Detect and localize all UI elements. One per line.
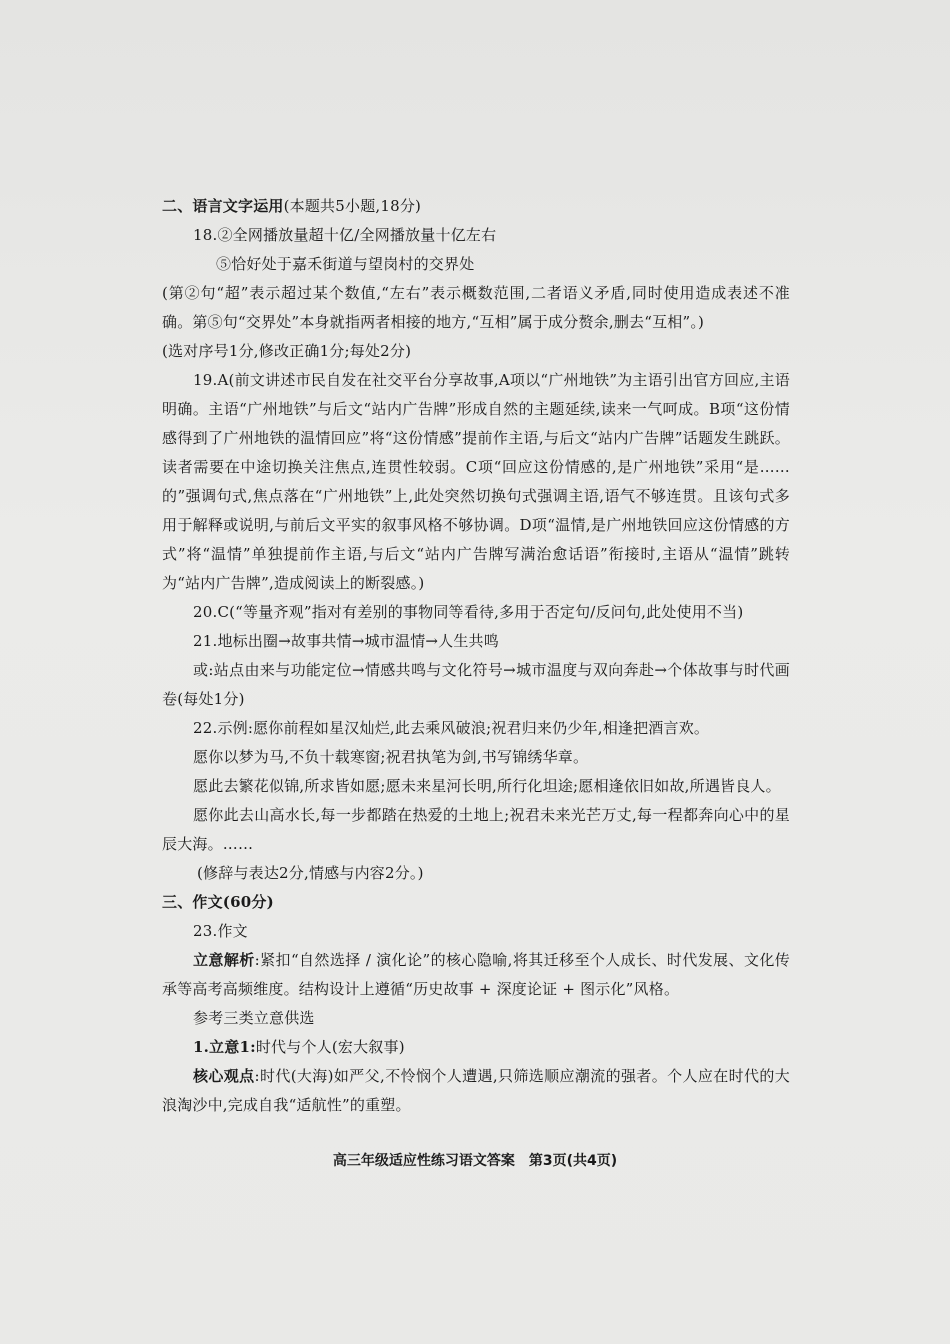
q21-line1: 21.地标出圈→故事共情→城市温情→人生共鸣 xyxy=(193,632,499,650)
q18-line2: ⑤恰好处于嘉禾街道与望岗村的交界处 xyxy=(216,255,475,273)
q20-answer: 20.C(“等量齐观”指对有差别的事物同等看待,多用于否定句/反问句,此处使用不当) xyxy=(193,603,744,621)
q22-example3: 愿此去繁花似锦,所求皆如愿;愿未来星河长明,所行化坦途;愿相逢依旧如故,所遇皆良人。 xyxy=(193,777,781,795)
section-2-heading xyxy=(162,192,790,221)
q22-score: (修辞与表达2分,情感与内容2分。) xyxy=(197,864,424,882)
q23-reference: 参考三类立意供选 xyxy=(193,1009,315,1027)
core-text: :时代(大海)如严父,不怜悯个人遭遇,只筛选顺应潮流的强者。个人应在时代的大浪淘沙中,完成自我“适航性”的重塑。 xyxy=(162,1067,790,1114)
answer-content xyxy=(162,192,790,1120)
section-3-heading: 三、作文(60分) xyxy=(162,893,274,911)
idea1-text: 时代与个人(宏大叙事) xyxy=(255,1038,405,1056)
q23-core-view xyxy=(162,1062,790,1120)
q18-score: (选对序号1分,修改正确1分;每处2分) xyxy=(162,342,412,360)
q23-idea1 xyxy=(162,1033,790,1062)
intent-label: 立意解析 xyxy=(193,951,255,969)
q22-example4: 愿你此去山高水长,每一步都踏在热爱的土地上;祝君未来光芒万丈,每一程都奔向心中的星辰大海。…… xyxy=(162,806,790,853)
q18-explanation: (第②句“超”表示超过某个数值,“左右”表示概数范围,二者语义矛盾,同时使用造成表述不准确。第⑤句“交界处”本身就指两者相接的地方,“互相”属于成分赘余,删去“互相”。) xyxy=(162,284,790,331)
q18-line1: 18.②全网播放量超十亿/全网播放量十亿左右 xyxy=(193,226,497,244)
q21-line2: 或:站点由来与功能定位→情感共鸣与文化符号→城市温度与双向奔赴→个体故事与时代画卷(每处1分) xyxy=(162,661,790,708)
section-2-note: (本题共5小题,18分) xyxy=(283,197,422,215)
q23-intent xyxy=(162,946,790,1004)
q19-answer: 19.A(前文讲述市民自发在社交平台分享故事,A项以“广州地铁”为主语引出官方回应,主语明确。主语“广州地铁”与后文“站内广告牌”形成自然的主题延续,读来一气呵成。B项“这份情感得到了广州地铁的温情回应”将“这份情感”提前作主语,与后文“站内广告牌”话题发生跳跃。读者需要在中途切换关注焦点,连贯性较弱。C项“回应这份情感的,是广州地铁”采用“是……的”强调句式,焦点落在“广州地铁”上,此处突然切换句式强调主语,语气不够连贯。且该句式多用于解释或说明,与前后文平实的叙事风格不够协调。D项“温情,是广州地铁回应这份情感的方式”将“温情”单独提前作主语,与后文“站内广告牌写满治愈话语”衔接时,主语从“温情”跳转为“站内广告牌”,造成阅读上的断裂感。) xyxy=(162,371,790,592)
q22-example1: 22.示例:愿你前程如星汉灿烂,此去乘风破浪;祝君归来仍少年,相逢把酒言欢。 xyxy=(193,719,710,737)
page-footer: 高三年级适应性练习语文答案 第3页(共4页) xyxy=(332,1153,618,1169)
intent-text: :紧扣“自然选择 / 演化论”的核心隐喻,将其迁移至个人成长、时代发展、文化传承等高考高频维度。结构设计上遵循“历史故事 + 深度论证 + 图示化”风格。 xyxy=(162,951,790,998)
q22-example2: 愿你以梦为马,不负十载寒窗;祝君执笔为剑,书写锦绣华章。 xyxy=(193,748,589,766)
idea1-label: 1.立意1: xyxy=(193,1038,256,1056)
core-label: 核心观点 xyxy=(193,1067,255,1085)
section-2-title: 二、语言文字运用 xyxy=(162,197,284,215)
q23-title: 23.作文 xyxy=(193,922,248,940)
